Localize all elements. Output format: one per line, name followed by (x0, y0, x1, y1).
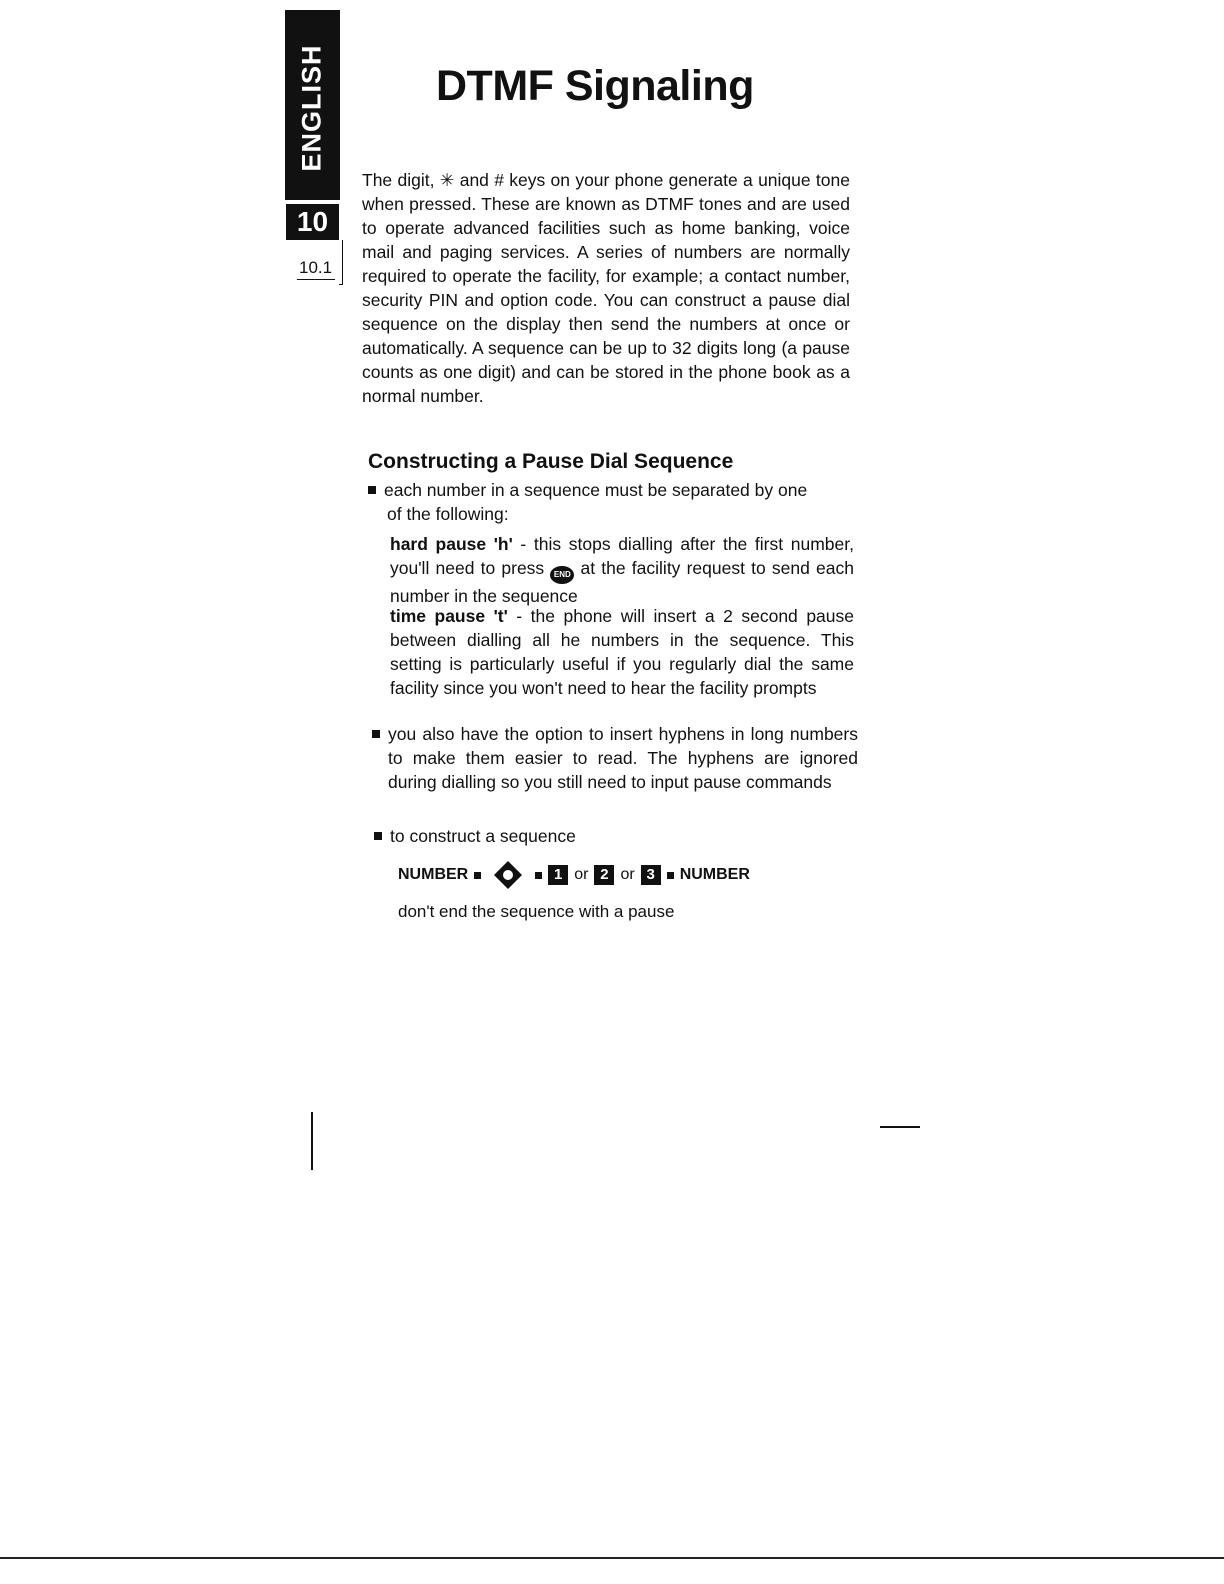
list-item-hyphens (372, 722, 858, 794)
separator-square (535, 872, 542, 879)
bullet-icon (374, 832, 382, 840)
list-item-separator (368, 478, 807, 526)
hard-pause-term: hard pause 'h' (390, 534, 513, 554)
bullet-icon (372, 730, 380, 738)
key-3-icon: 3 (641, 865, 661, 885)
hard-pause-text: - this stops dialling after the first number, you'll need to press (390, 534, 854, 578)
bullet-text: to construct a sequence (390, 826, 576, 846)
intro-paragraph: The digit, ✳ and # keys on your phone generate a unique tone when pressed. These are known as DTMF tones and are used to operate advanced facilities such as home banking, voice mail and paging services. A series of numbers are normally required to operate the facility, for example; a contact number, security PIN and option code. You can construct a pause dial sequence on the display then send the numbers at once or automatically. A sequence can be up to 32 digits long (a pause counts as one digit) and can be stored in the phone book as a normal number. (362, 170, 850, 406)
separator-square (474, 872, 481, 879)
bullet-text: you also have the option to insert hyphens in long numbers to make them easier to read. The hyphens are ignored during dialling so you still need to input pause commands (388, 724, 858, 792)
bullet-text-continued: of the following: (387, 504, 509, 524)
nav-menu-key-icon (493, 860, 523, 890)
time-pause-description (390, 604, 854, 700)
bullet-icon (368, 486, 376, 494)
key-2-icon: 2 (594, 865, 614, 885)
sequence-start-label: NUMBER (398, 866, 469, 883)
separator-square (667, 872, 674, 879)
list-item-construct (374, 824, 576, 848)
section-bracket (339, 240, 343, 285)
language-tab-label: ENGLISH (296, 44, 327, 172)
section-heading: Constructing a Pause Dial Sequence (368, 450, 734, 473)
key-1-icon: 1 (548, 865, 568, 885)
sequence-end-label: NUMBER (679, 866, 750, 883)
sequence-note: don't end the sequence with a pause (398, 902, 675, 921)
margin-mark-vertical (311, 1112, 313, 1170)
or-label: or (574, 866, 589, 883)
end-key-icon: END (550, 566, 574, 584)
margin-mark-horizontal (880, 1126, 920, 1128)
section-number: 10.1 (297, 258, 335, 280)
hard-pause-description (390, 532, 854, 608)
sequence-diagram (398, 860, 750, 890)
or-label: or (620, 866, 635, 883)
chapter-number: 10 (286, 204, 339, 240)
time-pause-text: - the phone will insert a 2 second pause between dialling all he numbers in the sequence. This setting is particularly useful if you regularly dial the same facility since you won't need to hear the facility prompts (390, 606, 854, 698)
page-bottom-rule (0, 1557, 1224, 1559)
bullet-text: each number in a sequence must be separated by one (384, 480, 808, 500)
hard-pause-text-continued: at the facility request to send each number in the sequence (390, 558, 854, 606)
page-title: DTMF Signaling (436, 62, 754, 110)
time-pause-term: time pause 't' (390, 606, 508, 626)
